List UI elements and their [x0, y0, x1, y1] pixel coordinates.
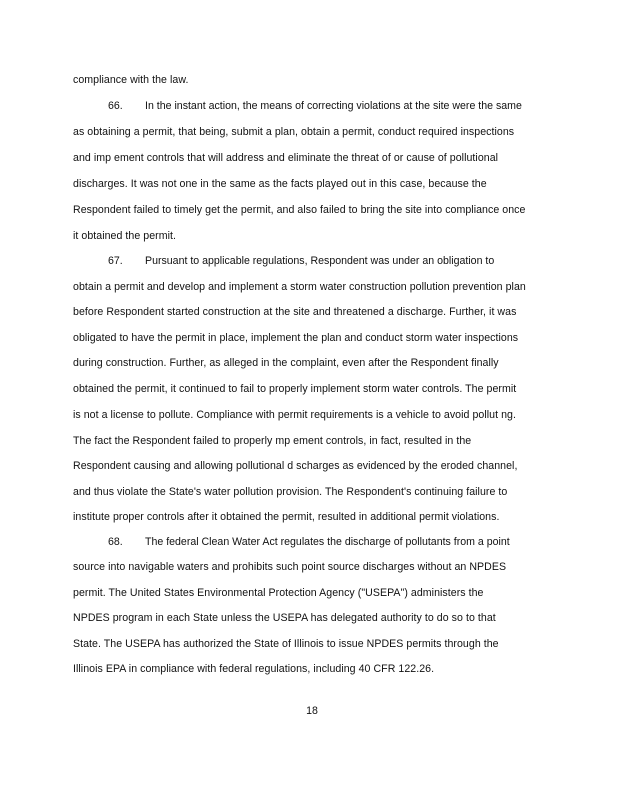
paragraph-66-line: Respondent failed to timely get the permit, and also failed to bring the site into compliance once	[73, 204, 526, 216]
paragraph-66-line: as obtaining a permit, that being, submit a plan, obtain a permit, conduct required inspections	[73, 126, 515, 138]
paragraph-number-68: 68.	[108, 536, 123, 548]
paragraph-67-line: institute proper controls after it obtained the permit, resulted in additional permit violations.	[73, 511, 500, 523]
paragraph-number-66: 66.	[108, 100, 123, 112]
paragraph-66-line: discharges. It was not one in the same as the facts played out in this case, because the	[73, 178, 487, 190]
paragraph-number-67: 67.	[108, 255, 123, 267]
paragraph-68-line: permit. The United States Environmental Protection Agency ("USEPA") administers the	[73, 587, 484, 599]
paragraph-67-line: obtain a permit and develop and implement a storm water construction pollution prevention plan	[73, 281, 526, 293]
paragraph-67-first-line: Pursuant to applicable regulations, Respondent was under an obligation to	[145, 255, 495, 267]
paragraph-68-line: source into navigable waters and prohibits such point source discharges without an NPDES	[73, 561, 507, 573]
paragraph-66-first-line: In the instant action, the means of correcting violations at the site were the same	[145, 100, 522, 112]
paragraph-67-line: obligated to have the permit in place, implement the plan and conduct storm water inspections	[73, 332, 519, 344]
paragraph-67-line: The fact the Respondent failed to properly mp ement controls, in fact, resulted in the	[73, 435, 472, 447]
paragraph-68-first-line: The federal Clean Water Act regulates the discharge of pollutants from a point	[145, 536, 510, 548]
paragraph-66-line: it obtained the permit.	[73, 230, 177, 242]
paragraph-67-line: during construction. Further, as alleged in the complaint, even after the Respondent finally	[73, 357, 499, 369]
paragraph-68-line: State. The USEPA has authorized the State of Illinois to issue NPDES permits through the	[73, 638, 499, 650]
paragraph-66-line: and imp ement controls that will address and eliminate the threat of or cause of pollutional	[73, 152, 499, 164]
paragraph-67-line: Respondent causing and allowing pollutional d scharges as evidenced by the eroded channel,	[73, 460, 518, 472]
paragraph-67-line: is not a license to pollute. Compliance with permit requirements is a vehicle to avoid pollut ng.	[73, 409, 516, 421]
paragraph-67-line: before Respondent started construction at the site and threatened a discharge. Further, it was	[73, 306, 517, 318]
paragraph-67-line: and thus violate the State's water pollution provision. The Respondent's continuing failure to	[73, 486, 508, 498]
paragraph-67-line: obtained the permit, it continued to fail to properly implement storm water controls. The permit	[73, 383, 517, 395]
page-number: 18	[306, 705, 318, 717]
paragraph-68-line: NPDES program in each State unless the USEPA has delegated authority to do so to that	[73, 612, 496, 624]
lead-line: compliance with the law.	[73, 74, 189, 86]
paragraph-68-line: Illinois EPA in compliance with federal regulations, including 40 CFR 122.26.	[73, 663, 435, 675]
